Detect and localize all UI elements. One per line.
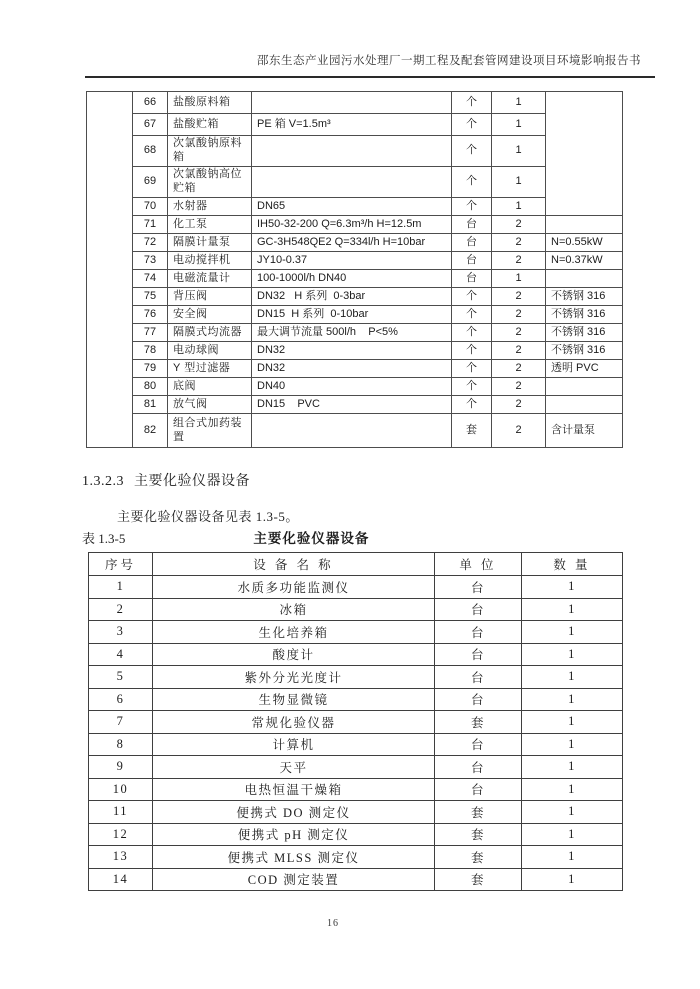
lab-serial-cell: 13	[89, 846, 153, 869]
header-title: 邵东生态产业园污水处理厂一期工程及配套管网建设项目环境影响报告书	[257, 55, 641, 67]
lab-unit-cell: 台	[435, 643, 522, 666]
lab-name-cell: COD 测定装置	[153, 868, 435, 891]
lab-serial-cell: 6	[89, 688, 153, 711]
remark-cell: 透明 PVC	[546, 360, 623, 378]
remark-merged-cell	[546, 92, 623, 216]
unit-cell: 个	[452, 324, 492, 342]
lab-serial-cell: 10	[89, 778, 153, 801]
lab-name-cell: 酸度计	[153, 643, 435, 666]
name-cell: 背压阀	[168, 288, 252, 306]
equipment-table	[86, 91, 623, 448]
lab-row	[89, 711, 623, 734]
name-cell: 组合式加药装置	[168, 414, 252, 448]
caption-label: 表 1.3-5	[82, 531, 126, 546]
lab-name-cell: 便携式 DO 测定仪	[153, 801, 435, 824]
lab-header-row	[89, 553, 623, 576]
lab-qty-cell: 1	[522, 576, 623, 599]
lab-header-cell: 数 量	[522, 553, 623, 576]
lab-name-cell: 便携式 pH 测定仪	[153, 823, 435, 846]
name-cell: 化工泵	[168, 216, 252, 234]
remark-cell	[546, 270, 623, 288]
lab-unit-cell: 套	[435, 711, 522, 734]
serial-cell: 68	[133, 136, 168, 167]
qty-cell: 2	[492, 252, 546, 270]
lab-name-cell: 常规化验仪器	[153, 711, 435, 734]
equipment-row	[87, 198, 623, 216]
qty-cell: 2	[492, 396, 546, 414]
spec-cell: DN32 H 系列 0-3bar	[252, 288, 452, 306]
lab-row	[89, 823, 623, 846]
remark-cell	[546, 378, 623, 396]
spec-cell: DN40	[252, 378, 452, 396]
unit-cell: 个	[452, 396, 492, 414]
lab-row	[89, 576, 623, 599]
unit-cell: 台	[452, 234, 492, 252]
lab-header-cell: 序号	[89, 553, 153, 576]
spec-cell	[252, 92, 452, 114]
serial-cell: 66	[133, 92, 168, 114]
lab-qty-cell: 1	[522, 778, 623, 801]
spec-cell: DN15 H 系列 0-10bar	[252, 306, 452, 324]
equipment-row	[87, 414, 623, 448]
equipment-row	[87, 167, 623, 198]
lab-qty-cell: 1	[522, 756, 623, 779]
qty-cell: 1	[492, 270, 546, 288]
qty-cell: 2	[492, 414, 546, 448]
equipment-row	[87, 396, 623, 414]
remark-cell: 不锈钢 316	[546, 306, 623, 324]
qty-cell: 1	[492, 136, 546, 167]
caption-title: 主要化验仪器设备	[253, 531, 370, 546]
category-cell	[87, 92, 133, 448]
lab-qty-cell: 1	[522, 733, 623, 756]
qty-cell: 2	[492, 306, 546, 324]
lab-row	[89, 868, 623, 891]
lab-serial-cell: 9	[89, 756, 153, 779]
spec-cell: DN32	[252, 342, 452, 360]
serial-cell: 74	[133, 270, 168, 288]
remark-cell: 不锈钢 316	[546, 288, 623, 306]
lab-qty-cell: 1	[522, 868, 623, 891]
spec-cell: JY10-0.37	[252, 252, 452, 270]
section-heading: 1.3.2.3 主要化验仪器设备	[82, 474, 250, 489]
equipment-row	[87, 324, 623, 342]
spec-cell: DN15 PVC	[252, 396, 452, 414]
name-cell: 隔膜式均流器	[168, 324, 252, 342]
remark-cell	[546, 216, 623, 234]
lab-row	[89, 801, 623, 824]
equipment-row	[87, 342, 623, 360]
header-rule	[85, 76, 655, 78]
lab-serial-cell: 1	[89, 576, 153, 599]
lab-qty-cell: 1	[522, 823, 623, 846]
lab-row	[89, 846, 623, 869]
lab-header-cell: 单 位	[435, 553, 522, 576]
lab-instruments-table	[88, 552, 623, 891]
unit-cell: 套	[452, 414, 492, 448]
lab-qty-cell: 1	[522, 598, 623, 621]
unit-cell: 个	[452, 342, 492, 360]
spec-cell: 100-1000l/h DN40	[252, 270, 452, 288]
qty-cell: 1	[492, 198, 546, 216]
spec-cell	[252, 136, 452, 167]
lab-serial-cell: 12	[89, 823, 153, 846]
lab-name-cell: 紫外分光光度计	[153, 666, 435, 689]
qty-cell: 1	[492, 92, 546, 114]
name-cell: 次氯酸钠原料箱	[168, 136, 252, 167]
serial-cell: 76	[133, 306, 168, 324]
lab-unit-cell: 台	[435, 756, 522, 779]
equipment-row	[87, 378, 623, 396]
equipment-row	[87, 136, 623, 167]
equipment-row	[87, 360, 623, 378]
lab-unit-cell: 套	[435, 846, 522, 869]
lab-qty-cell: 1	[522, 621, 623, 644]
lab-row	[89, 778, 623, 801]
unit-cell: 个	[452, 360, 492, 378]
lab-row	[89, 643, 623, 666]
serial-cell: 75	[133, 288, 168, 306]
lab-unit-cell: 台	[435, 688, 522, 711]
serial-cell: 73	[133, 252, 168, 270]
unit-cell: 台	[452, 216, 492, 234]
name-cell: Y 型过滤器	[168, 360, 252, 378]
name-cell: 隔膜计量泵	[168, 234, 252, 252]
serial-cell: 71	[133, 216, 168, 234]
lab-name-cell: 计算机	[153, 733, 435, 756]
unit-cell: 个	[452, 288, 492, 306]
lab-serial-cell: 3	[89, 621, 153, 644]
remark-cell: N=0.55kW	[546, 234, 623, 252]
lab-name-cell: 冰箱	[153, 598, 435, 621]
lab-qty-cell: 1	[522, 846, 623, 869]
serial-cell: 67	[133, 114, 168, 136]
lab-name-cell: 生化培养箱	[153, 621, 435, 644]
lab-serial-cell: 8	[89, 733, 153, 756]
lab-name-cell: 电热恒温干燥箱	[153, 778, 435, 801]
lab-serial-cell: 5	[89, 666, 153, 689]
intro-paragraph: 主要化验仪器设备见表 1.3-5。	[117, 509, 299, 524]
qty-cell: 2	[492, 342, 546, 360]
qty-cell: 2	[492, 288, 546, 306]
spec-cell: GC-3H548QE2 Q=334l/h H=10bar	[252, 234, 452, 252]
unit-cell: 个	[452, 306, 492, 324]
lab-serial-cell: 11	[89, 801, 153, 824]
lab-row	[89, 756, 623, 779]
name-cell: 电动搅拌机	[168, 252, 252, 270]
remark-cell: 不锈钢 316	[546, 342, 623, 360]
remark-cell: N=0.37kW	[546, 252, 623, 270]
remark-cell	[546, 396, 623, 414]
unit-cell: 个	[452, 378, 492, 396]
spec-cell: PE 箱 V=1.5m³	[252, 114, 452, 136]
equipment-row	[87, 252, 623, 270]
serial-cell: 81	[133, 396, 168, 414]
spec-cell	[252, 414, 452, 448]
qty-cell: 1	[492, 167, 546, 198]
lab-row	[89, 598, 623, 621]
lab-qty-cell: 1	[522, 711, 623, 734]
lab-unit-cell: 台	[435, 598, 522, 621]
qty-cell: 2	[492, 324, 546, 342]
lab-row	[89, 666, 623, 689]
equipment-row	[87, 92, 623, 114]
serial-cell: 72	[133, 234, 168, 252]
lab-qty-cell: 1	[522, 688, 623, 711]
equipment-row	[87, 288, 623, 306]
lab-serial-cell: 4	[89, 643, 153, 666]
serial-cell: 78	[133, 342, 168, 360]
lab-unit-cell: 台	[435, 778, 522, 801]
spec-cell: 最大调节流量 500l/h P<5%	[252, 324, 452, 342]
lab-unit-cell: 套	[435, 823, 522, 846]
lab-name-cell: 水质多功能监测仪	[153, 576, 435, 599]
serial-cell: 80	[133, 378, 168, 396]
spec-cell: DN65	[252, 198, 452, 216]
lab-name-cell: 生物显微镜	[153, 688, 435, 711]
lab-qty-cell: 1	[522, 643, 623, 666]
page-number: 16	[327, 918, 339, 929]
lab-unit-cell: 台	[435, 666, 522, 689]
name-cell: 次氯酸钠高位贮箱	[168, 167, 252, 198]
qty-cell: 2	[492, 234, 546, 252]
name-cell: 电磁流量计	[168, 270, 252, 288]
lab-unit-cell: 台	[435, 621, 522, 644]
serial-cell: 82	[133, 414, 168, 448]
lab-row	[89, 688, 623, 711]
name-cell: 底阀	[168, 378, 252, 396]
unit-cell: 台	[452, 270, 492, 288]
serial-cell: 77	[133, 324, 168, 342]
lab-unit-cell: 套	[435, 801, 522, 824]
name-cell: 盐酸原料箱	[168, 92, 252, 114]
equipment-row	[87, 306, 623, 324]
table-caption	[82, 527, 622, 547]
serial-cell: 70	[133, 198, 168, 216]
lab-name-cell: 便携式 MLSS 测定仪	[153, 846, 435, 869]
serial-cell: 79	[133, 360, 168, 378]
remark-cell: 含计量泵	[546, 414, 623, 448]
lab-serial-cell: 7	[89, 711, 153, 734]
unit-cell: 台	[452, 252, 492, 270]
qty-cell: 2	[492, 360, 546, 378]
equipment-row	[87, 114, 623, 136]
lab-unit-cell: 套	[435, 868, 522, 891]
name-cell: 水射器	[168, 198, 252, 216]
remark-cell: 不锈钢 316	[546, 324, 623, 342]
name-cell: 盐酸贮箱	[168, 114, 252, 136]
unit-cell: 个	[452, 136, 492, 167]
spec-cell: IH50-32-200 Q=6.3m³/h H=12.5m	[252, 216, 452, 234]
spec-cell	[252, 167, 452, 198]
equipment-row	[87, 270, 623, 288]
name-cell: 放气阀	[168, 396, 252, 414]
unit-cell: 个	[452, 198, 492, 216]
lab-qty-cell: 1	[522, 666, 623, 689]
lab-serial-cell: 14	[89, 868, 153, 891]
lab-unit-cell: 台	[435, 733, 522, 756]
lab-unit-cell: 台	[435, 576, 522, 599]
qty-cell: 2	[492, 378, 546, 396]
unit-cell: 个	[452, 92, 492, 114]
name-cell: 安全阀	[168, 306, 252, 324]
serial-cell: 69	[133, 167, 168, 198]
lab-header-cell: 设 备 名 称	[153, 553, 435, 576]
qty-cell: 2	[492, 216, 546, 234]
spec-cell: DN32	[252, 360, 452, 378]
qty-cell: 1	[492, 114, 546, 136]
equipment-row	[87, 216, 623, 234]
name-cell: 电动球阀	[168, 342, 252, 360]
lab-name-cell: 天平	[153, 756, 435, 779]
unit-cell: 个	[452, 167, 492, 198]
lab-qty-cell: 1	[522, 801, 623, 824]
lab-serial-cell: 2	[89, 598, 153, 621]
equipment-row	[87, 234, 623, 252]
lab-row	[89, 733, 623, 756]
lab-row	[89, 621, 623, 644]
unit-cell: 个	[452, 114, 492, 136]
